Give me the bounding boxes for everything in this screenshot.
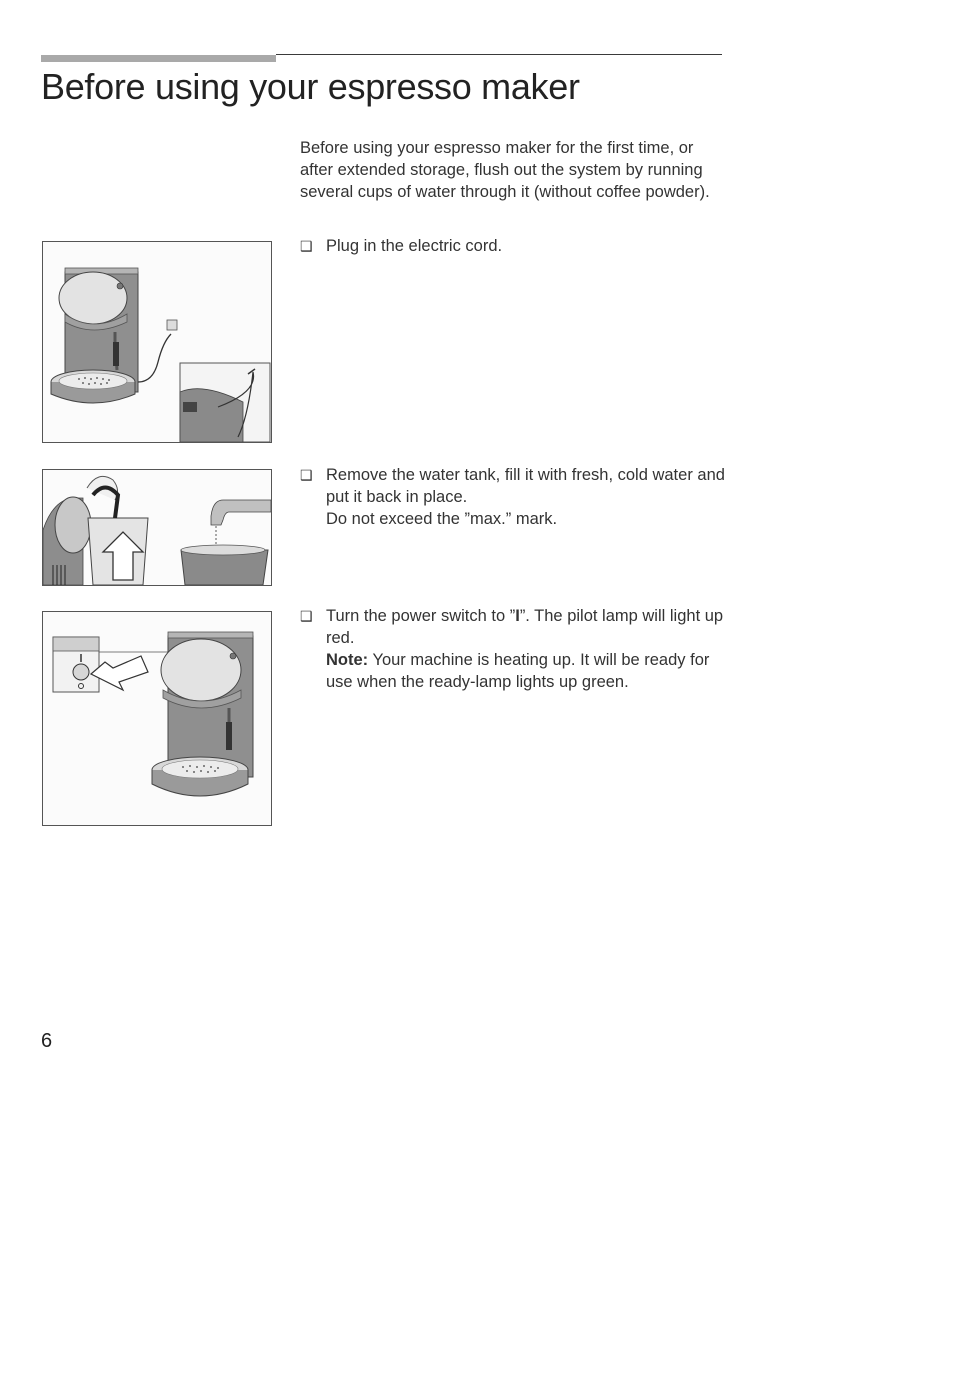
page-title: Before using your espresso maker bbox=[41, 66, 580, 107]
checkbox-icon: ❑ bbox=[300, 467, 313, 483]
figure-plug-in bbox=[42, 241, 272, 443]
figure-power-switch bbox=[42, 611, 272, 826]
step-power-switch bbox=[300, 605, 730, 693]
checkbox-icon: ❑ bbox=[300, 608, 313, 624]
step-text: Turn the power switch to ”I”. The pilot lamp will light up red. bbox=[326, 607, 724, 647]
power-switch-icon bbox=[73, 664, 89, 680]
step-text: Remove the water tank, fill it with fresh, cold water and put it back in place. bbox=[326, 466, 725, 506]
step-text: Plug in the electric cord. bbox=[326, 237, 503, 255]
switch-symbol: I bbox=[515, 607, 520, 625]
step-text-warning: Do not exceed the ”max.” mark. bbox=[326, 510, 558, 528]
intro-paragraph: Before using your espresso maker for the first time, or after extended storage, flush out the system by running several cups of water through it (without coffee powder). bbox=[300, 139, 710, 201]
header-rule-accent bbox=[41, 55, 276, 62]
figure-water-tank bbox=[42, 469, 272, 586]
water-tank-illustration bbox=[43, 470, 271, 585]
header-rule bbox=[276, 54, 722, 55]
step-note: Note: Your machine is heating up. It will be ready for use when the ready-lamp lights up green. bbox=[326, 651, 710, 691]
wall-socket-icon bbox=[167, 320, 177, 330]
power-switch-illustration bbox=[43, 612, 271, 825]
checkbox-icon: ❑ bbox=[300, 238, 313, 254]
step-fill-tank bbox=[300, 464, 730, 530]
page-number: 6 bbox=[41, 1030, 53, 1052]
note-label: Note: bbox=[326, 651, 369, 669]
step-plug-in bbox=[300, 235, 730, 257]
espresso-machine-plug-illustration bbox=[43, 242, 271, 442]
